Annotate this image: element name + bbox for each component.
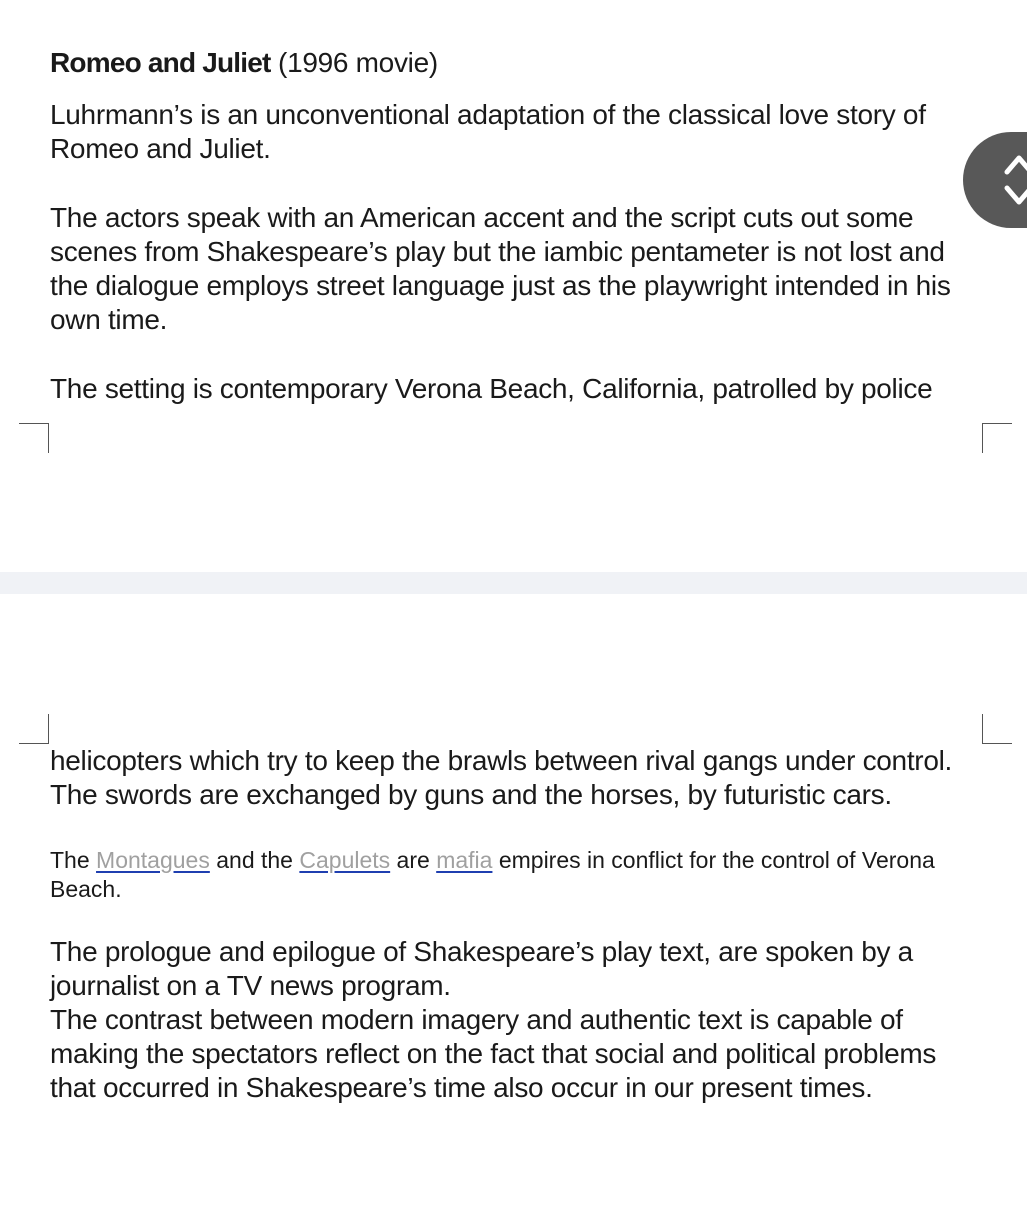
paragraph-prologue — [50, 935, 980, 1105]
paragraph-setting-continued: helicopters which try to keep the brawls between rival gangs under control. The swords are exchanged by guns and the horses, by futuristic cars. — [50, 745, 952, 810]
contrast-sentence: The contrast between modern imagery and authentic text is capable of making the spectators reflect on the fact that social and political problems that occurred in Shakespeare’s time also occur in our present times. — [50, 1004, 937, 1103]
link-capulets[interactable]: Capulets — [299, 847, 391, 873]
title-bold: Romeo and Juliet — [50, 47, 271, 78]
paragraph-setting-start: The setting is contemporary Verona Beach, California, patrolled by police — [50, 373, 933, 404]
paragraph-actors: The actors speak with an American accent and the script cuts out some scenes from Shakespeare’s play but the iambic pentameter is not lost and the dialogue employs street language just as the playwright intended in his own time. — [50, 202, 951, 335]
document-page-2 — [0, 594, 1027, 1205]
document-title — [50, 46, 980, 80]
page-separator — [0, 572, 1027, 594]
link-montagues[interactable]: Montagues — [96, 847, 210, 873]
text-run: The — [50, 847, 97, 873]
title-suffix: (1996 movie) — [270, 47, 438, 78]
paragraph-factions — [50, 846, 980, 904]
link-mafia[interactable]: mafia — [436, 847, 493, 873]
chevron-up-down-icon — [1003, 150, 1027, 210]
text-run: empires in conflict for the control of Verona Beach. — [50, 847, 935, 902]
document-page-1 — [0, 0, 1027, 572]
prologue-sentence: The prologue and epilogue of Shakespeare’s play text, are spoken by a journalist on a TV news program. — [50, 936, 913, 1001]
text-run: and the — [209, 847, 300, 873]
page-corner-marker-bottom-left — [19, 423, 49, 453]
text-run: are — [390, 847, 437, 873]
paragraph-intro: Luhrmann’s is an unconventional adaptation of the classical love story of Romeo and Juliet. — [50, 99, 926, 164]
page-corner-marker-top-left — [19, 714, 49, 744]
page-corner-marker-top-right — [982, 714, 1012, 744]
page-corner-marker-bottom-right — [982, 423, 1012, 453]
